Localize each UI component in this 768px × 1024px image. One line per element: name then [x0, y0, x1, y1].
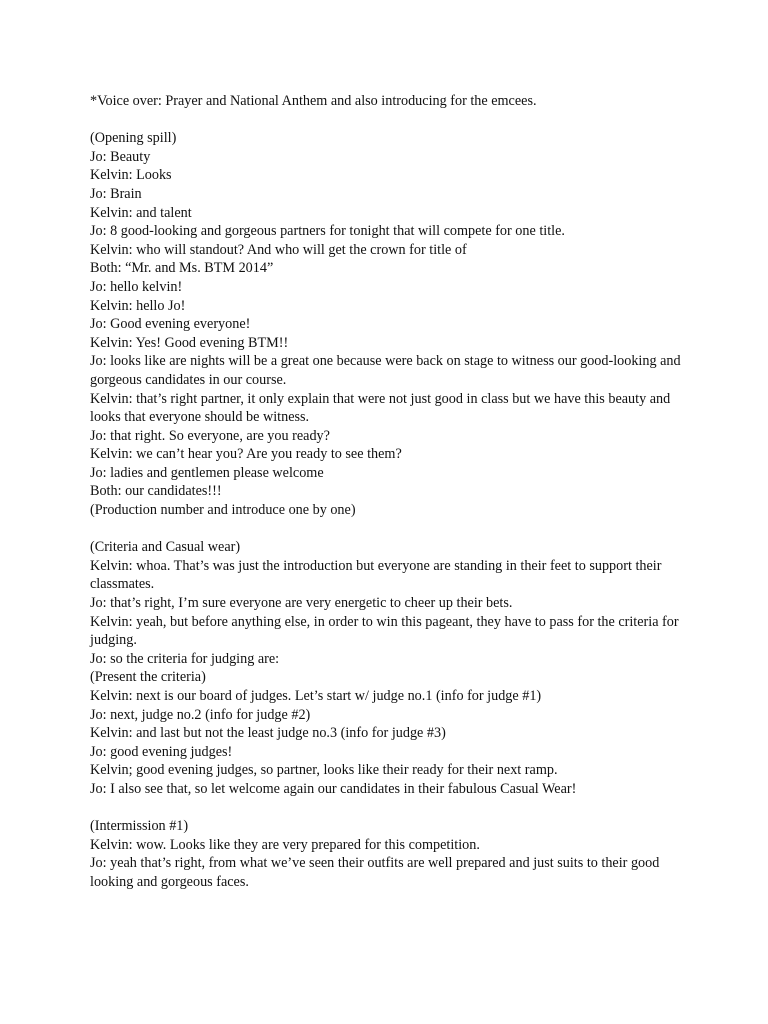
text-line: Kelvin; good evening judges, so partner, looks like their ready for their next ramp. [90, 762, 558, 779]
text-line: looks that everyone should be witness. [90, 409, 310, 426]
text-line: Jo: ladies and gentlemen please welcome [90, 464, 324, 481]
section-heading: (Intermission #1) [90, 818, 189, 835]
text-line: Kelvin: and last but not the least judge no.3 (info for judge #3) [90, 725, 446, 742]
blank-line [90, 799, 690, 818]
section-heading: (Criteria and Casual wear) [90, 539, 241, 556]
text-line: Jo: good evening judges! [90, 743, 233, 760]
text-line: Kelvin: whoa. That’s was just the introduction but everyone are standing in their feet to support their [90, 557, 662, 574]
text-line: Kelvin: we can’t hear you? Are you ready to see them? [90, 446, 402, 463]
text-line: Jo: that right. So everyone, are you ready? [90, 427, 330, 444]
text-line: Jo: so the criteria for judging are: [90, 650, 280, 667]
text-line: Jo: I also see that, so let welcome again our candidates in their fabulous Casual Wear! [90, 780, 577, 797]
text-line: Jo: that’s right, I’m sure everyone are very energetic to cheer up their bets. [90, 595, 513, 612]
text-line: Jo: yeah that’s right, from what we’ve seen their outfits are well prepared and just suits to their good [90, 855, 660, 872]
text-line: looking and gorgeous faces. [90, 873, 249, 890]
blank-line [90, 520, 690, 539]
text-line: Kelvin: wow. Looks like they are very prepared for this competition. [90, 836, 480, 853]
section-heading: (Opening spill) [90, 130, 177, 147]
text-line: Kelvin: that’s right partner, it only explain that were not just good in class but we have this beauty and [90, 390, 671, 407]
text-line: Jo: hello kelvin! [90, 278, 183, 295]
text-line: (Production number and introduce one by one) [90, 502, 356, 519]
text-line: (Present the criteria) [90, 669, 206, 686]
blank-line [90, 111, 690, 130]
text-line: Kelvin: yeah, but before anything else, in order to win this pageant, they have to pass for the criteria for [90, 613, 679, 630]
text-line: Jo: 8 good-looking and gorgeous partners for tonight that will compete for one title. [90, 223, 565, 240]
text-line: Jo: Brain [90, 185, 142, 202]
text-line: Kelvin: hello Jo! [90, 297, 186, 314]
text-line: judging. [90, 632, 137, 649]
text-line: classmates. [90, 576, 155, 593]
document-page [90, 92, 690, 892]
text-line: Both: our candidates!!! [90, 483, 222, 500]
text-line: Kelvin: next is our board of judges. Let’s start w/ judge no.1 (info for judge #1) [90, 688, 542, 704]
text-line: Kelvin: and talent [90, 204, 192, 221]
text-line: Both: “Mr. and Ms. BTM 2014” [90, 260, 274, 277]
text-line: Kelvin: who will standout? And who will get the crown for title of [90, 241, 467, 258]
text-line: *Voice over: Prayer and National Anthem and also introducing for the emcees. [90, 93, 537, 109]
text-line: Kelvin: Looks [90, 167, 172, 184]
text-line: gorgeous candidates in our course. [90, 371, 287, 388]
text-line: Jo: looks like are nights will be a great one because were back on stage to witness our good-looking and [90, 353, 681, 370]
text-line: Jo: Beauty [90, 148, 151, 165]
text-line: Jo: next, judge no.2 (info for judge #2) [90, 706, 311, 723]
text-line: Jo: Good evening everyone! [90, 316, 251, 333]
text-line: Kelvin: Yes! Good evening BTM!! [90, 334, 289, 351]
